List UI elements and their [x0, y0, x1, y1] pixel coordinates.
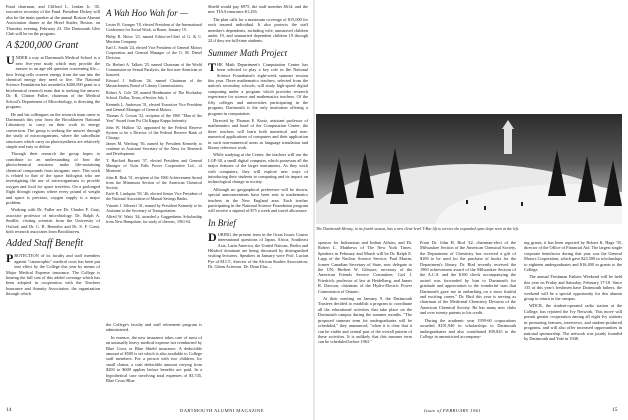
grant-paragraph-2: He and his colleagues on the research team came to Dartmouth this year from the Brookhaven National Laboratory to carry on their work in energy conversion. The group is seeking the answer through the study of microorganisms, where the subcellular structures which carry on photosynthesis are relatively simple and easy to define. [6, 111, 100, 149]
fathers-weekend-paragraph: The annual Freshman Fathers Weekend will be held this year on Friday and Saturday, February 17-18. Since 135 of this year's freshmen have Dartmouth fathers, the weekend will be a special opportunity for this alumni group to return to the campus. [524, 274, 622, 302]
right-footer: Issue of FEBRUARY 1961 [424, 408, 482, 413]
tiaa-paragraph-1: Shield would pay $975, the staff member $614, and the new TIAA insurance $1,256. [208, 4, 308, 15]
skier [521, 202, 523, 206]
left-footer: DARTMOUTH ALUMNI MAGAZINE [180, 408, 264, 413]
great-issues-continuation: sponsor for Indonesian and Indian Affairs; and Dr. Robert L. Matthews of The New York Times. Speakers in February and March will be Dr. Ralph E. Lapp of the Nuclear Science Service; Paul Martin, former Canadian Secretary of State, now delegate to the UN; Herbert W. Gilmore, secretary of the American Friends Service Committee; Carl J. Friedrich, professor of law at Heidelberg, and James R. Dawson, chairman of the Hydro-Electric Power Commission of Ontario. [318, 240, 412, 294]
math-paragraph-3: While studying at the Center, the teachers will use the LGP-30, a small digital computer, which possesses all the major features of the larger instruments. As they work with computers, they will explore new ways of introducing their students to computing and its impact on technological change in society. [208, 152, 308, 185]
in-brief-heading: In Brief [208, 217, 236, 228]
lift-tower [504, 128, 512, 154]
left-column-2 [106, 4, 202, 404]
wah-item: T. Hartford Burnett '37, elected President and General Manager of Twin Falls Power Cooperative Ltd., of Montreal. [106, 157, 202, 173]
grants-paragraph: ing grants, it has been reported by Robert K. Hage '35, director of the Office of Financial Aid. The largest single corporate benefactor during that year was the General Motors Corporation, which gave $23,500 in scholarships to eighteen undergraduates and $16,400 in grants to the College. [524, 240, 622, 273]
wah-item: Philip R. Howe '23, named Editor-in-Chief of G. & C. Merriam Company. [106, 33, 202, 44]
wah-item: Vincent J. Silvestri '41, named by President Kennedy to be Assistant to the Secretary of Transportation. [106, 202, 202, 213]
brief-dropcap: D [208, 229, 217, 244]
photo-caption: The Dartmouth Skiway, in its fourth season, has a new clear-level T-Bar lift to service the expanded open slope seen at the left. [316, 226, 520, 231]
wah-item: Thomas A. Cowan '32, recipient of the 1960 "Man of the Year" Award from Psi Chi Kappa Kappa fraternity. [106, 113, 202, 124]
math-paragraph-4: Although no geographical preference will be shown, special announcements have been sent to mathematics teachers in the New England area. Each teacher participating in the National Science Foundation program will receive a stipend of $75 a week and travel allowance. [208, 186, 308, 214]
pine-tree [578, 156, 596, 202]
grant-paragraph-3: Through their research the group hopes to contribute to an understanding of how the photochemical reactions make life-sustaining chemical compounds from inorganic ones. This work is related to that of the space biologists who are investigating the use of microorganisms to provide oxygen and food for space travelers. On a prolonged flight through regions where every pound of weight and space is precious, oxygen supply is a major problem. [6, 151, 100, 205]
brief-paragraph-1: URING the present term in the Great Issues Course international questions of Japan, Africa, Southeast Asia, Latin America, the United Nations, Berlin and Hilsdorf dominate are being discussed by distinguished visiting lecturers. Speakers in January were Prof. Lucian Pye of M.I.T., director of the African Studies Association; Dr. Glenn Acterson, Dr. Dean Elsa ... [208, 231, 308, 270]
math-paragraph-2: Directed by Thomas E. Kurtz, assistant professor of mathematics and head of the Computation Center, the three teachers will learn both numerical and non-numerical applications of computers and their application in such non-numerical areas as language translation and library reference work. [208, 117, 308, 150]
tiaa-paragraph-2: The plan calls for a maximum coverage of $15,000 for each insured individual. It also protects the staff member's dependents, including wife, unmarried children under 19, and unmarried dependent children 19 through 22 if they are full-time students. [208, 16, 308, 44]
grant-paragraph-1: NDER a way at Dartmouth Medical School is a new five-year study which may provide the answer to an age-old question concerning life—how living cells convert energy from the sun into the chemical energy they need to live. The National Science Foundation has awarded a $200,000 grant to a biochemical research team that is seeking the answer. Dr. R. Clinton Fuller, chairman of the Medical School's Department of Microbiology, is directing the program. [6, 55, 100, 110]
wah-item: Edward J. Sullivan '26, named Chairman of the Massachusetts Board of Library Commissioners. [106, 78, 202, 89]
left-column-1 [6, 4, 100, 404]
right-column-3 [524, 240, 622, 404]
right-folio: 15 [612, 407, 618, 413]
wah-hoo-wah-list [106, 22, 202, 224]
skier [484, 206, 486, 210]
wah-item: Dr. Herbert A. Talbott '25, named Chairman of the World Commission on Sexual Paralysis, the first non-American so honored. [106, 61, 202, 77]
added-dropcap: P [6, 251, 14, 266]
grant-dropcap: U [6, 53, 15, 68]
added-benefit-heading: Added Staff Benefit [6, 238, 84, 250]
left-folio: 14 [6, 407, 12, 413]
dickey-paragraph: Fund chairman, and Clifford L. Jordan Jr. '45, executive secretary of the Fund. President Dickey will also be the main speaker at the annual Boston Alumni Association dinner at the Hotel Statler, Boston, on Thursday evening, February 23. The Dartmouth Glee Club will be on the program. [6, 4, 100, 37]
wah-item: John B. Bisk '31, recipient of the 1960 Achievement Award from the Minnesota Section of the American Chemical Society. [106, 174, 202, 190]
page-gutter [313, 0, 315, 420]
pine-tree [356, 152, 374, 198]
wah-item: Robert A. Cole '28, named Headmaster of The Hockaday School, Dallas, Texas, effective July 1. [106, 89, 202, 100]
grant-paragraph-4: Working with Dr. Fuller are Dr. Charles F. Gray, associate professor of microbiology. Dr. Ralph A. Smillie, visiting scientist from the University of Oxford, and Dr. C. R. Benedict and Dr. S. F. Conti, both research associates from Brookhaven. [6, 207, 100, 235]
grant-heading: A $200,000 Grant [6, 40, 79, 52]
pine-tree [548, 150, 566, 196]
wah-item: Earl C. Smith '24, elected Vice President of General Motors Corporation and General Manager of the G. M. Diesel Division. [106, 45, 202, 61]
math-dropcap: T [208, 59, 217, 74]
math-paragraph-1: HE Math Department's Computation Center has been selected to play a key role in the National Science Foundation's eight-week summer session this year. Three mathematics teachers, selected from the nation's secondary schools, will study high-speed digital computing under a program which provides research experience for science and mathematics teachers. Of the fifty colleges and universities participating in the program, Dartmouth is the only institution offering a program in computation. [208, 61, 308, 116]
wdcr-paragraph: WDCR, the student-operated radio station at the College, has rejoined the Ivy Network. This move will permit greater cooperation among all eight Ivy stations in promoting features, interviews, and student-produced programs, and will also offer increased opportunities in national sponsorship. The network was jointly founded by Dartmouth and Yale in 1948. [524, 303, 622, 341]
benefit-continuation-2: In essence, the new insurance takes care of most of an unusually heavy medical expense not reimbursed by Blue Cross or Blue Shield insurance. A deductible amount of $500 is set which is also available to College staff members. For a person with two children, for small claims, a cash deductible amount varying from $200 to $600 applies before benefits are paid. In a hypothetical case involving total expenses of $3,745, Blue Cross-Blue [106, 334, 202, 384]
right-column-1 [318, 240, 412, 404]
pine-tree [386, 148, 404, 194]
trustees-paragraph: At their meeting on January 9, the Dartmouth Trustees decided to establish a program to coordinate all the educational activities that take place on the Dartmouth campus during the summer months. "The proposed summer term for undergraduates will be scheduled," they announced, "when it is clear that it can be viable and central part of the overall pattern of these activities. It is unlikely that this summer term can be scheduled before 1963." [318, 296, 412, 345]
bird-gift-paragraph: From Dr. John H. Bird '42, chairman-elect of the Milwaukee Section of the American Chemical Society, the Department of Chemistry has received a gift of $100 to be used for the purchase of books for the Department's library. Dr. Bird recently received the 1960 achievement award of the Milwaukee Section of the A.C.S. and the $100 check accompanying the award was forwarded by him to Dartmouth for gratitude and appreciation to the wonderful start that Dartmouth gave me in embarking on a most fruitful and exciting career." Dr. Bird this year is serving as chairman of the Medicinal Chemistry Division of the American Chemical Society. He has many new clubs and over twenty patents to his credit. [420, 240, 516, 316]
summer-math-heading: Summer Math Project [208, 47, 288, 58]
wah-item: Lester B. Granger '18, elected President of the International Conference for Social Work, at Rome, January 19. [106, 22, 202, 32]
skier [466, 200, 468, 204]
added-paragraph-1: ROTECTION of its faculty and staff members against "catastrophic" medical costs has been put into effect by the College this year by means of Major Medical Expense insurance. The College is bearing the full cost of this added coverage which has been adopted in cooperation with the Teachers Insurance and Annuity Association, the organization through which [6, 253, 100, 297]
right-column-2 [420, 240, 516, 404]
scholarships-paragraph: During the academic year 1959-60 corporations awarded $101,940 in scholarships to Dartmouth undergraduates and also contributed $39,825 to the College in unrestricted accompany- [420, 317, 516, 339]
left-column-3 [208, 4, 308, 404]
wah-item: James M. Warburg '36, named by President Kennedy to continue as Assistant Secretary of the Navy for Research and Development. [106, 141, 202, 157]
wah-item: Alfred W. Watts '44, awarded a Guggenheim Scholarship from New Hampshire, for study of rhetoric, 1961-62. [106, 214, 202, 225]
wah-hoo-wah-heading: A Wah Hoo Wah for — [106, 8, 188, 18]
wah-item: Earle R. Lindquist '39, '46, elected Senior Vice President of the National Association of Mutual Savings Banks. [106, 191, 202, 202]
wah-item: Kenneth L. Anderson '31, elected Executive Vice President and General Manager of General Motors. [106, 101, 202, 112]
benefit-continuation-1: the College's faculty and staff retirement program is administered. [106, 322, 202, 333]
wah-item: John W. Hallion '32, appointed by the Federal Reserve System to be a Director of the Federal Reserve Bank of Chicago. [106, 124, 202, 140]
skiway-photo [316, 114, 622, 224]
pine-tree [604, 160, 622, 206]
pine-tree [330, 158, 348, 204]
